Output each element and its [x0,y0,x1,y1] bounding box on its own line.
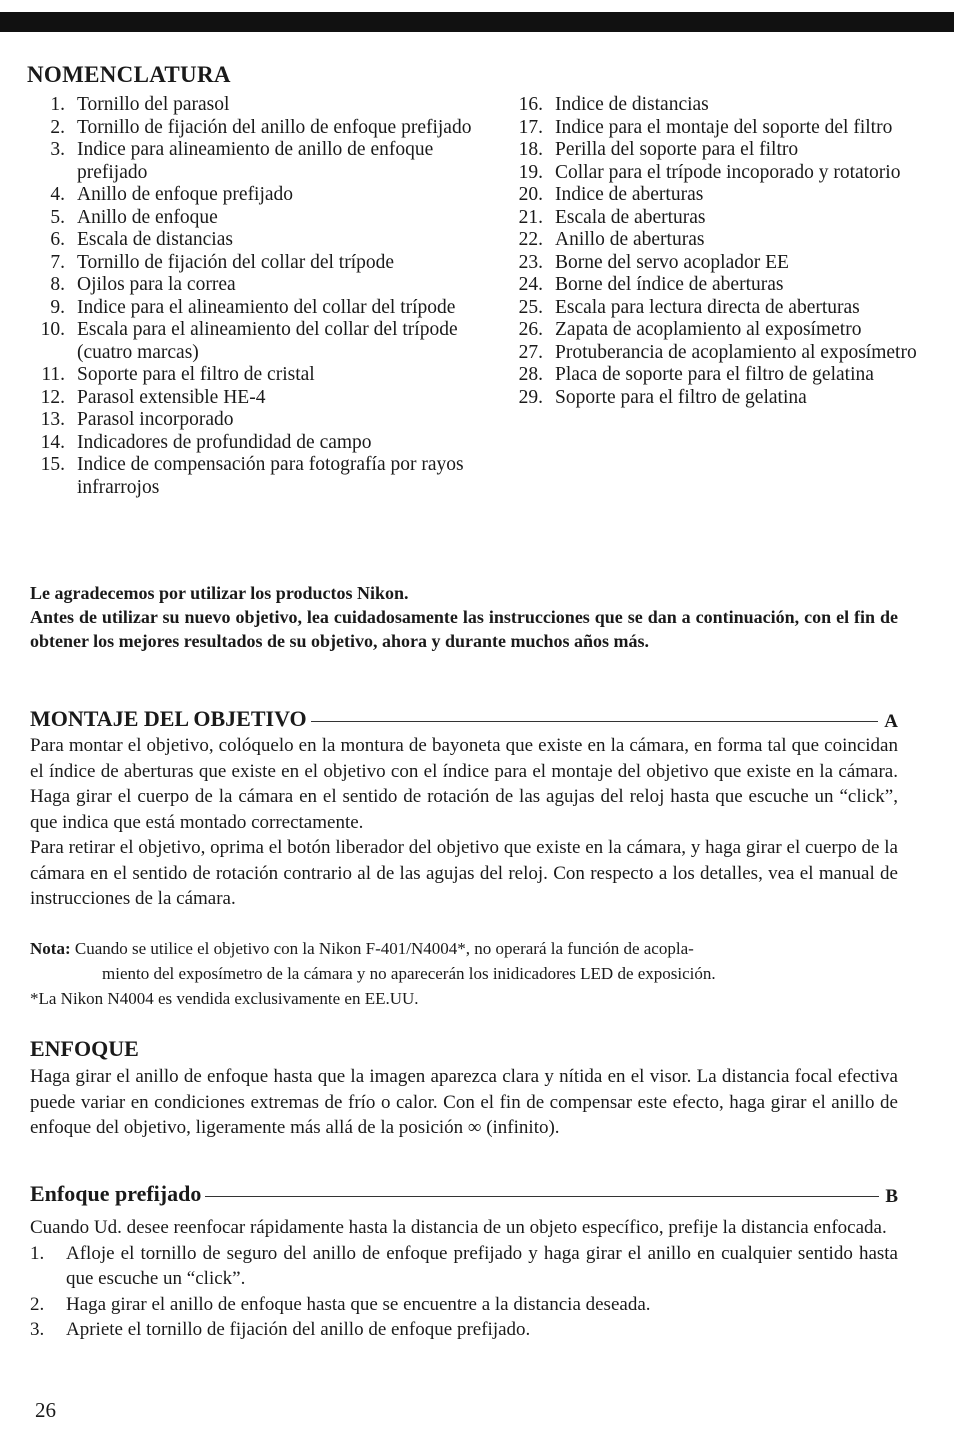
prefijado-body [30,1215,898,1343]
montaje-heading [30,705,898,733]
list-item: 3. Indice para alineamiento de anillo de enfoque prefijado [50,139,434,183]
list-item: 1. Tornillo del parasol [50,94,230,115]
list-item: 22. Anillo de aberturas [518,229,705,250]
footnote: *La Nikon N4004 es vendida exclusivamente en EE.UU. [30,989,419,1008]
list-item: 2. Haga girar el anillo de enfoque hasta que se encuentre a la distancia deseada. [30,1293,651,1315]
list-item: 6. Escala de distancias [50,229,233,250]
list-item: 1. Afloje el tornillo de seguro del anillo de enfoque prefijado y haga girar el anillo en cualquier sentido hasta que escuche un “click”. [30,1242,898,1289]
note-label: Nota: [30,939,71,958]
list-item: 7. Tornillo de fijación del collar del trípode [50,251,395,273]
list-item: 5. Anillo de enfoque [50,206,218,228]
list-item: 20. Indice de aberturas [518,184,704,205]
montaje-body [30,733,898,912]
list-item: 13. Parasol incorporado [40,409,234,430]
montaje-title: MONTAJE DEL OBJETIVO [30,706,307,731]
list-item: 15. Indice de compensación para fotografía por rayos infrarrojos [40,454,464,498]
list-item: 27. Protuberancia de acoplamiento al exposímetro [518,341,917,363]
enfoque-title: ENFOQUE [30,1036,139,1061]
list-item: 24. Borne del índice de aberturas [518,274,784,295]
list-item: 4. Anillo de enfoque prefijado [50,184,294,205]
thanks-line: Le agradecemos por utilizar los productos Nikon. [30,583,409,603]
list-item: 2. Tornillo de fijación del anillo de enfoque prefijado [50,116,472,138]
heading-rule [311,721,879,722]
list-item: 17. Indice para el montaje del soporte del filtro [518,116,893,138]
enfoque-paragraph: Haga girar el anillo de enfoque hasta que la imagen aparezca clara y nítida en el visor. La distancia focal efectiva puede variar en condiciones extremas de frío o calor. Con el fin de compensar este efecto, haga girar el anillo de enfoque del objetivo, ligeramente más allá de la posición ∞ (infinito). [30,1066,898,1138]
list-item: 23. Borne del servo acoplador EE [518,251,789,273]
list-item: 10. Escala para el alineamiento del collar del trípode (cuatro marcas) [40,319,458,363]
enfoque-heading [30,1035,898,1063]
montaje-paragraph-2: Para retirar el objetivo, oprima el botón liberador del objetivo que existe en la cámara, y haga girar el cuerpo de la cámara en el sentido de rotación contrario al de las agujas del reloj. Con respecto a los detalles, vea el manual de instrucciones de la cámara. [30,837,898,909]
thanks-intro [30,581,898,653]
nomenclature-list-left [27,94,502,499]
list-item: 21. Escala de aberturas [518,206,706,228]
list-item: 28. Placa de soporte para el filtro de gelatina [518,364,874,385]
montaje-note [30,936,900,1011]
list-item: 29. Soporte para el filtro de gelatina [518,386,807,408]
list-item: 18. Perilla del soporte para el filtro [518,139,799,160]
list-item: 11. Soporte para el filtro de cristal [41,364,315,385]
list-item: 14. Indicadores de profundidad de campo [40,431,372,453]
list-item: 8. Ojilos para la correa [50,274,236,295]
list-item: 25. Escala para lectura directa de aberturas [518,296,860,318]
enfoque-body [30,1064,898,1141]
heading-rule [205,1196,879,1197]
top-border-bar [0,12,954,32]
prefijado-title: Enfoque prefijado [30,1181,202,1206]
montaje-paragraph-1: Para montar el objetivo, colóquelo en la montura de bayoneta que existe en la cámara, en forma tal que coincidan el índice de aberturas que existe en el objetivo con el índice para el montaje del objetivo que existe en la cámara. Haga girar el cuerpo de la cámara en el sentido de rotación de las agujas del reloj hasta que escuche un “click”, que indica que está montado correctamente. [30,735,898,833]
prefijado-heading [30,1180,898,1208]
prefijado-steps [30,1241,898,1343]
list-item: 16. Indice de distancias [518,94,709,115]
page-number: 26 [35,1398,56,1422]
prefijado-intro: Cuando Ud. desee reenfocar rápidamente hasta la distancia de un objeto específico, prefije la distancia enfocada. [30,1217,887,1238]
list-item: 3. Apriete el tornillo de fijación del anillo de enfoque prefijado. [30,1319,531,1340]
figure-tag-a: A [884,711,898,732]
nomenclature-title: NOMENCLATURA [27,62,231,87]
list-item: 26. Zapata de acoplamiento al exposímetro [518,319,862,340]
list-item: 9. Indice para el alineamiento del collar del trípode [50,296,456,318]
note-text-2: miento del exposímetro de la cámara y no aparecerán los inidicadores LED de exposición. [102,964,716,983]
note-text-1: Cuando se utilice el objetivo con la Nikon F-401/N4004*, no operará la función de acopla- [74,939,694,958]
list-item: 12. Parasol extensible HE-4 [40,386,266,408]
instructions-intro: Antes de utilizar su nuevo objetivo, lea cuidadosamente las instrucciones que se dan a continuación, con el fin de obtener los mejores resultados de su objetivo, ahora y durante muchos años más. [30,607,898,651]
nomenclature-list-right [505,94,925,409]
list-item: 19. Collar para el trípode incoporado y rotatorio [518,161,901,183]
figure-tag-b: B [885,1186,898,1207]
